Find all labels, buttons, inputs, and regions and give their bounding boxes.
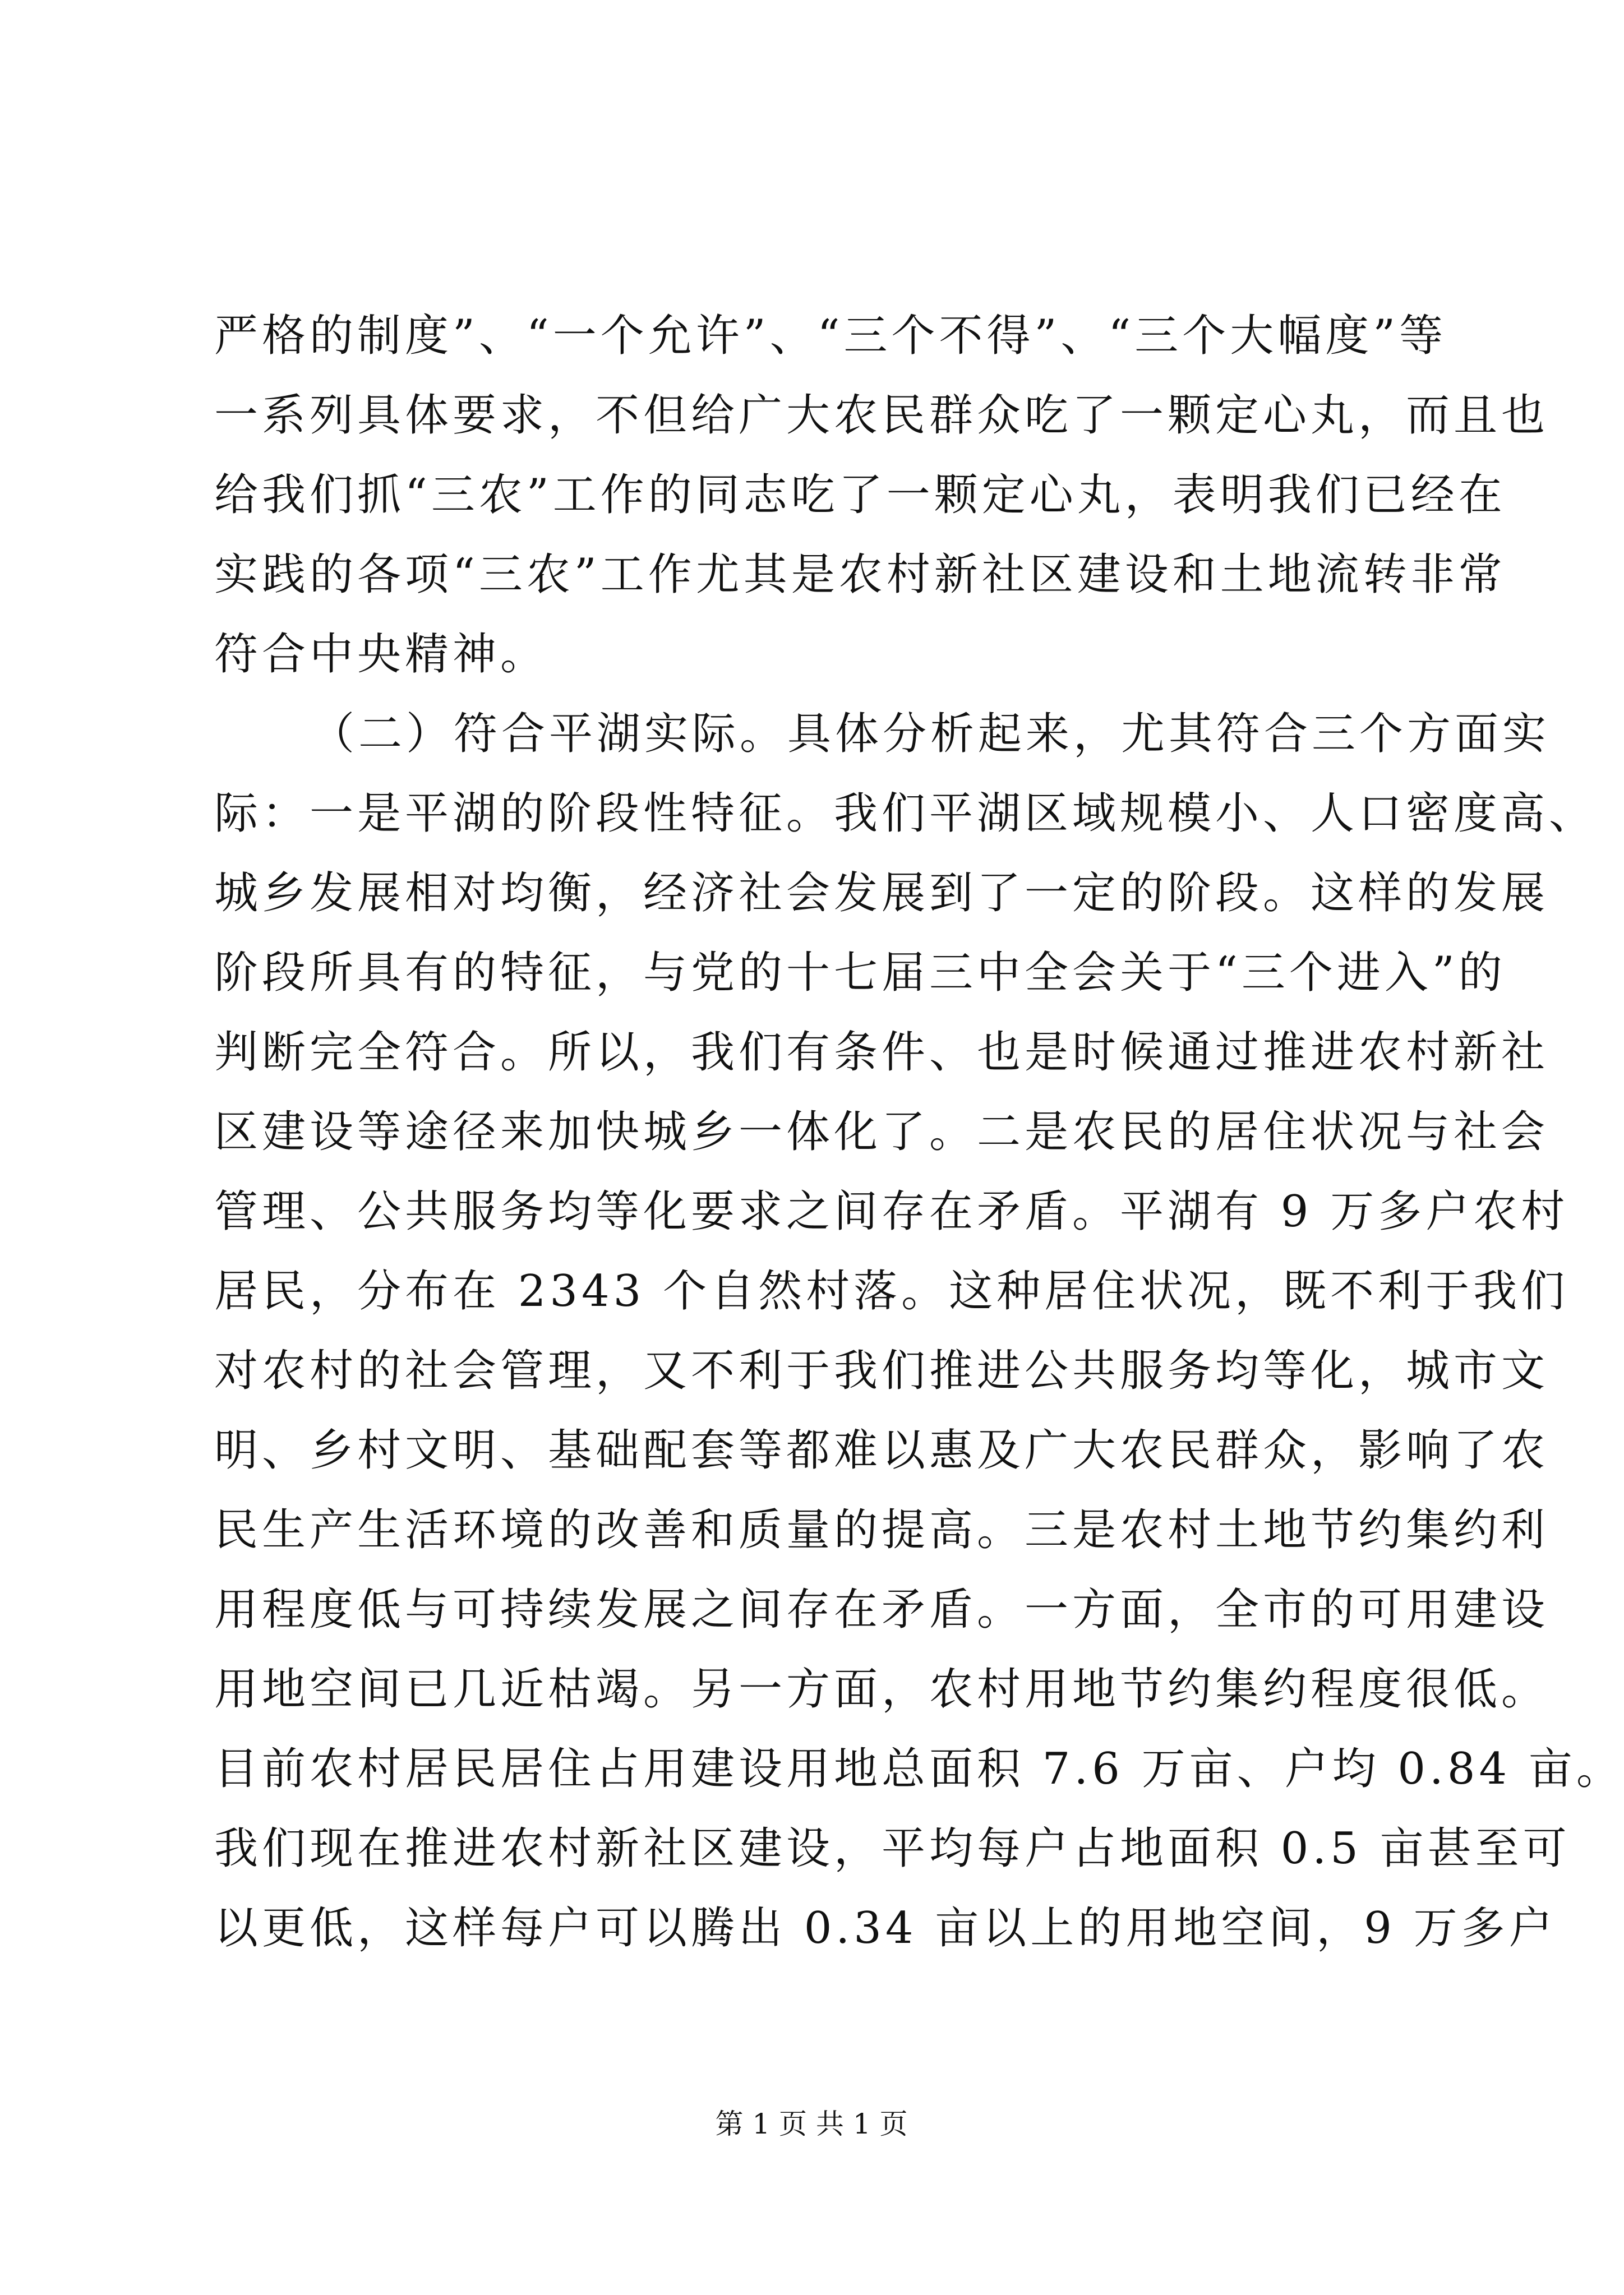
body-text xyxy=(214,296,1624,1968)
text-line: 城乡发展相对均衡，经济社会发展到了一定的阶段。这样的发展 xyxy=(214,868,1549,918)
text-line: 一系列具体要求，不但给广大农民群众吃了一颗定心丸，而且也 xyxy=(214,390,1549,441)
text-line: 严格的制度”、“一个允许”、“三个不得”、“三个大幅度”等 xyxy=(214,311,1447,361)
text-line: 际：一是平湖的阶段性特征。我们平湖区域规模小、人口密度高、 xyxy=(214,788,1597,839)
text-line: 对农村的社会管理，又不利于我们推进公共服务均等化，城市文 xyxy=(214,1346,1549,1396)
text-line: 用程度低与可持续发展之间存在矛盾。一方面，全市的可用建设 xyxy=(214,1585,1549,1635)
text-line: 明、乡村文明、基础配套等都难以惠及广大农民群众，影响了农 xyxy=(214,1425,1549,1476)
text-line: 给我们抓“三农”工作的同志吃了一颗定心丸，表明我们已经在 xyxy=(214,470,1506,520)
text-line: 符合中央精神。 xyxy=(214,629,548,680)
text-line: 目前农村居民居住占用建设用地总面积 7.6 万亩、户均 0.84 亩。 xyxy=(214,1744,1624,1794)
text-line: 判断完全符合。所以，我们有条件、也是时候通过推进农村新社 xyxy=(214,1027,1549,1078)
text-line: 民生产生活环境的改善和质量的提高。三是农村土地节约集约利 xyxy=(214,1505,1549,1555)
text-line: 我们现在推进农村新社区建设，平均每户占地面积 0.5 亩甚至可 xyxy=(214,1823,1571,1874)
text-line: 以更低，这样每户可以腾出 0.34 亩以上的用地空间，9 万多户 xyxy=(214,1903,1557,1954)
text-line: 居民，分布在 2343 个自然村落。这种居住状况，既不利于我们 xyxy=(214,1266,1569,1317)
text-line: 区建设等途径来加快城乡一体化了。二是农民的居住状况与社会 xyxy=(214,1107,1549,1157)
text-line: 管理、公共服务均等化要求之间存在矛盾。平湖有 9 万多户农村 xyxy=(214,1186,1569,1237)
text-line: 实践的各项“三农”工作尤其是农村新社区建设和土地流转非常 xyxy=(214,549,1506,600)
text-line: 阶段所具有的特征，与党的十七届三中全会关于“三个进入”的 xyxy=(214,948,1506,998)
text-line: 用地空间已几近枯竭。另一方面，农村用地节约集约程度很低。 xyxy=(214,1664,1549,1715)
page-footer xyxy=(0,2102,1623,2146)
paragraph-heading-line: （二）符合平湖实际。具体分析起来，尤其符合三个方面实 xyxy=(311,709,1551,759)
page-number-label: 第 1 页 共 1 页 xyxy=(715,2108,908,2140)
